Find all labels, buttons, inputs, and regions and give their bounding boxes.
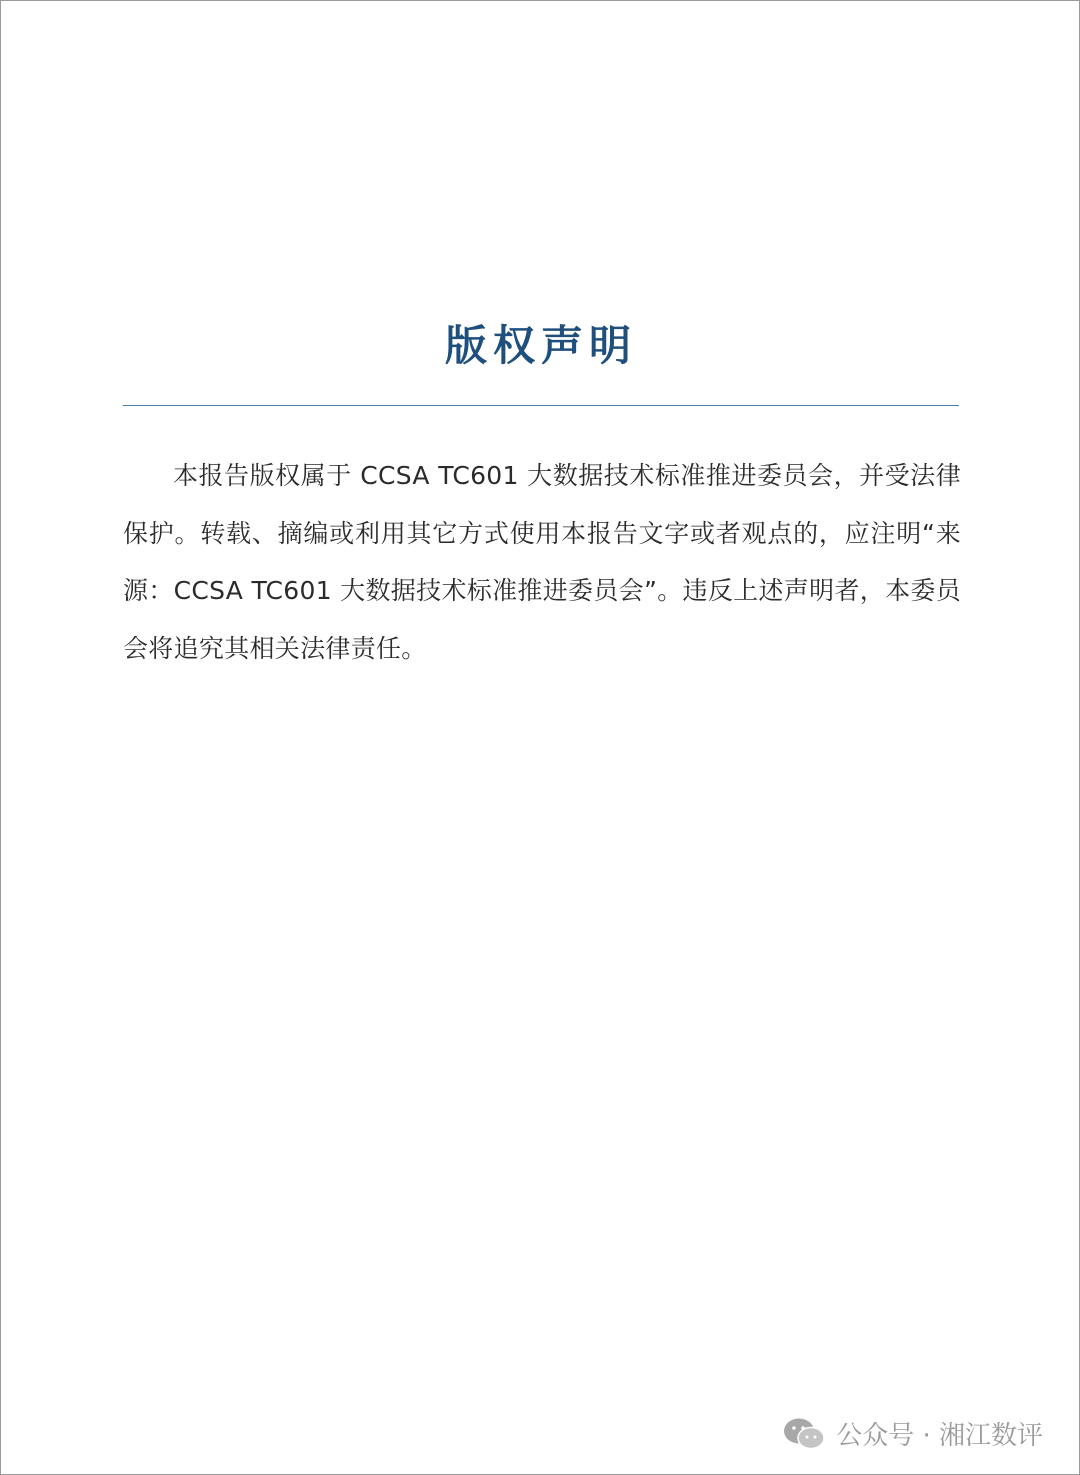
watermark — [782, 1415, 1043, 1452]
watermark-text: 公众号 · 湘江数评 — [836, 1421, 1043, 1451]
wechat-icon — [782, 1416, 826, 1452]
title-divider — [123, 405, 959, 406]
page-title: 版权声明 — [444, 321, 637, 370]
copyright-paragraph: 本报告版权属于 CCSA TC601 大数据技术标准推进委员会，并受法律保护。转载、摘编或利用其它方式使用本报告文字或者观点的，应注明“来源：CCSA TC601 大数据技术标准推进委员会”。违反上述声明者，本委员会将追究其相关法律责任。 — [123, 461, 961, 663]
